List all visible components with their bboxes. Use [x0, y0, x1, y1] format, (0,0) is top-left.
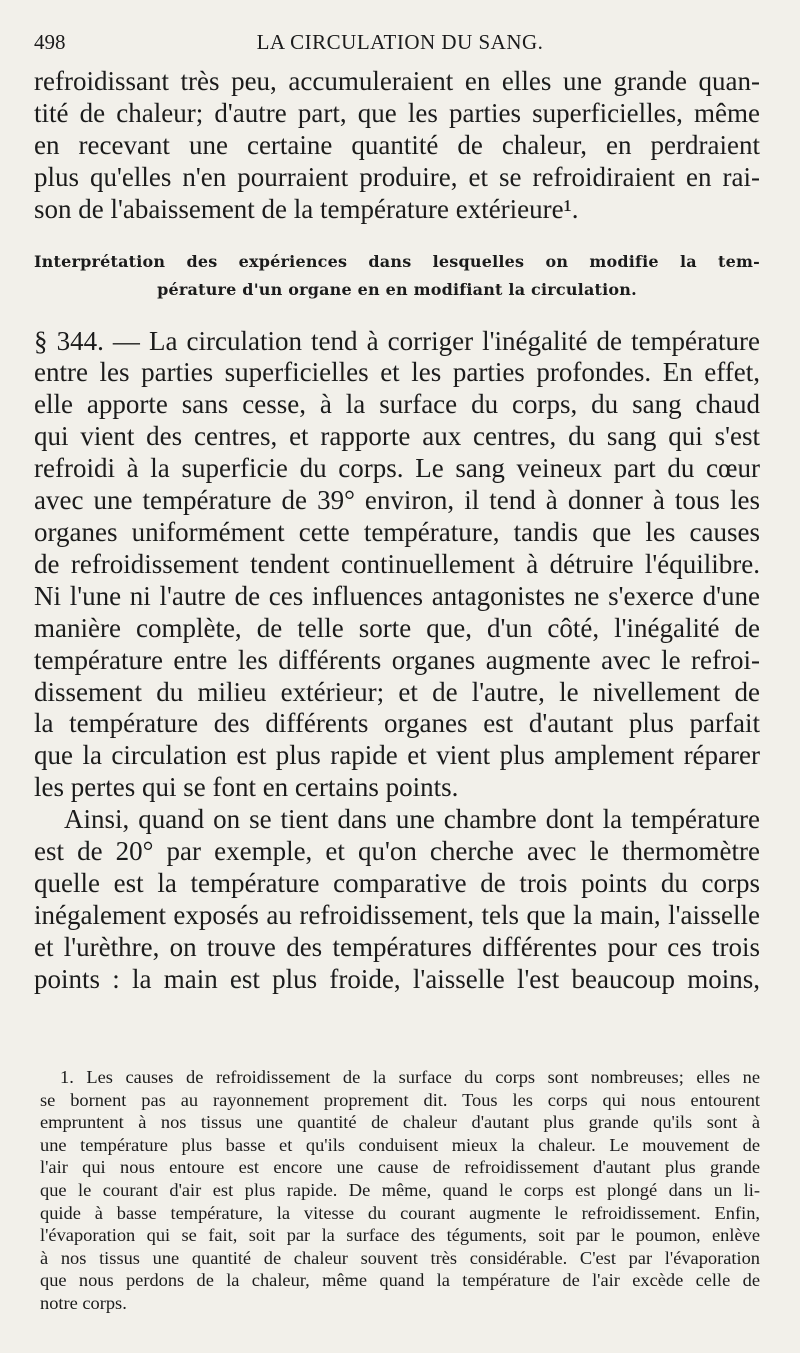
text-line: refroidissant très peu, accumuleraient en elles une grande quan-: [34, 66, 760, 96]
main-text: [34, 66, 760, 996]
text-line: inégalement exposés au refroidissement, tels que la main, l'aisselle: [34, 899, 760, 930]
text-line: points : la main est plus froide, l'aisselle l'est beaucoup moins,: [34, 963, 760, 994]
text-line: § 344. — La circulation tend à corriger l'inégalité de température: [34, 325, 760, 356]
text-line: est de 20° par exemple, et qu'on cherche avec le thermomètre: [34, 836, 760, 867]
heading-line: pérature d'un organe en en modifiant la circulation.: [157, 279, 637, 299]
text-line: la température des différents organes est d'autant plus parfait: [34, 708, 760, 739]
text-line: Ni l'une ni l'autre de ces influences antagonistes ne s'exerce d'une: [34, 580, 760, 611]
page-header: [34, 30, 766, 60]
text-line: Ainsi, quand on se tient dans une chambre dont la température: [64, 804, 760, 835]
text-line: température entre les différents organes augmente avec le refroi-: [34, 644, 760, 675]
text-line: en recevant une certaine quantité de chaleur, en perdraient: [34, 129, 760, 160]
footnote-line: 1. Les causes de refroidissement de la surface du corps sont nombreuses; elles ne: [60, 1067, 760, 1087]
text-line: les pertes qui se font en certains points.: [34, 772, 459, 803]
footnote-line: l'évaporation qui se fait, soit par la surface des téguments, soit par le poumon, enlève: [40, 1225, 760, 1246]
footnote: [40, 1066, 760, 1315]
paragraph-344: [34, 326, 760, 805]
paragraph-ainsi: [34, 804, 760, 995]
text-line: son de l'abaissement de la température extérieure¹.: [34, 193, 579, 224]
page-number: 498: [34, 30, 66, 54]
text-line: elle apporte sans cesse, à la surface du corps, du sang chaud: [34, 389, 760, 420]
heading-line: Interprétation des expériences dans lesquelles on modifie la tem-: [34, 251, 760, 271]
footnote-line: l'air qui nous entoure est encore une cause de refroidissement d'autant plus grande: [40, 1157, 760, 1178]
footnote-line: que nous perdons de la chaleur, même quand la température de l'air excède celle de: [40, 1270, 760, 1291]
text-line: de refroidissement tendent continuellement à détruire l'équilibre.: [34, 548, 760, 579]
text-line: avec une température de 39° environ, il tend à donner à tous les: [34, 485, 760, 516]
paragraph-intro: [34, 66, 760, 226]
running-title: LA CIRCULATION DU SANG.: [256, 30, 544, 54]
text-line: quelle est la température comparative de trois points du corps: [34, 867, 760, 898]
text-line: plus qu'elles n'en pourraient produire, et se refroidiraient en rai-: [34, 161, 760, 192]
text-line: tité de chaleur; d'autre part, que les parties superficielles, même: [34, 97, 760, 128]
section-heading: [34, 248, 760, 304]
text-line: organes uniformément cette température, tandis que les causes: [34, 516, 760, 547]
footnote-line: quide à basse température, la vitesse du courant augmente le refroidissement. Enfin,: [40, 1202, 760, 1223]
footnote-line: à nos tissus une quantité de chaleur souvent très considérable. C'est par l'évaporation: [40, 1247, 760, 1268]
footnote-line: notre corps.: [40, 1292, 127, 1313]
footnote-line: que le courant d'air est plus rapide. De même, quand le corps est plongé dans un li-: [40, 1179, 760, 1200]
text-line: entre les parties superficielles et les parties profondes. En effet,: [34, 357, 760, 388]
footnote-line: une température plus basse et qu'ils conduisent mieux la chaleur. Le mouvement de: [40, 1134, 760, 1155]
text-line: dissement du milieu extérieur; et de l'autre, le nivellement de: [34, 676, 760, 707]
text-line: et l'urèthre, on trouve des températures différentes pour ces trois: [34, 931, 760, 962]
footnote-line: se bornent pas au rayonnement proprement dit. Tous les corps qui nous entourent: [40, 1089, 760, 1110]
text-line: manière complète, de telle sorte que, d'un côté, l'inégalité de: [34, 612, 760, 643]
footnote-line: empruntent à nos tissus une quantité de chaleur d'autant plus grande qu'ils sont à: [40, 1112, 760, 1133]
text-line: que la circulation est plus rapide et vient plus amplement réparer: [34, 740, 760, 771]
text-line: refroidi à la superficie du corps. Le sang veineux part du cœur: [34, 453, 760, 484]
text-line: qui vient des centres, et rapporte aux centres, du sang qui s'est: [34, 421, 760, 452]
